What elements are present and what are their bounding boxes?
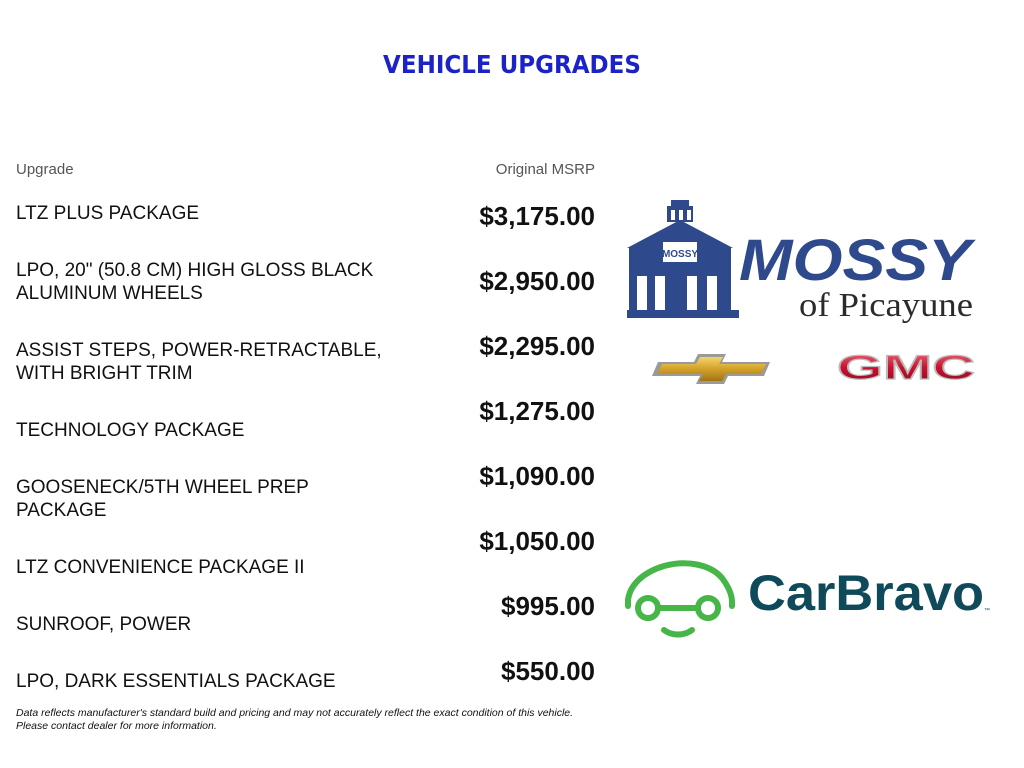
- svg-text:MOSSY: MOSSY: [661, 249, 699, 260]
- car-face-icon: [628, 563, 732, 634]
- upgrade-price: $550.00: [501, 656, 595, 686]
- upgrade-price: $2,295.00: [479, 331, 595, 361]
- page-title: VEHICLE UPGRADES: [383, 50, 641, 79]
- upgrade-name: LPO, 20" (50.8 CM) HIGH GLOSS BLACK ALUMINUM WHEELS: [16, 260, 374, 304]
- svg-text:GMC: GMC: [837, 352, 975, 384]
- upgrade-name: LTZ CONVENIENCE PACKAGE II: [16, 557, 305, 578]
- mossy-wordmark: MOSSY: [739, 228, 977, 293]
- mossy-dealer-logo: [627, 198, 977, 330]
- gmc-logo: [835, 352, 977, 384]
- upgrade-price: $3,175.00: [479, 201, 595, 231]
- upgrade-price: $1,090.00: [479, 461, 595, 491]
- upgrade-name: GOOSENECK/5TH WHEEL PREP PACKAGE: [16, 477, 309, 521]
- disclaimer-line-2: Please contact dealer for more information.: [16, 720, 217, 732]
- carbravo-logo: [624, 558, 990, 644]
- column-header-upgrade: Upgrade: [16, 161, 74, 178]
- upgrade-name: ASSIST STEPS, POWER-RETRACTABLE, WITH BRIGHT TRIM: [16, 340, 382, 384]
- upgrade-name: LTZ PLUS PACKAGE: [16, 203, 200, 224]
- upgrade-name: LPO, DARK ESSENTIALS PACKAGE: [16, 671, 336, 692]
- upgrade-name: SUNROOF, POWER: [16, 614, 192, 635]
- upgrade-price: $1,275.00: [479, 396, 595, 426]
- upgrade-price: $2,950.00: [479, 266, 595, 296]
- upgrade-price: $995.00: [501, 591, 595, 621]
- svg-text:™: ™: [984, 608, 990, 614]
- chevrolet-logo: [652, 352, 772, 386]
- carbravo-wordmark: CarBravo: [748, 565, 984, 621]
- disclaimer: [16, 707, 616, 733]
- disclaimer-line-1: Data reflects manufacturer's standard build and pricing and may not accurately reflect the exact condition of this vehicle.: [16, 707, 574, 719]
- column-header-msrp: Original MSRP: [495, 161, 595, 178]
- upgrade-price: $1,050.00: [479, 526, 595, 556]
- picayune-text: of Picayune: [799, 287, 973, 324]
- upgrade-name: TECHNOLOGY PACKAGE: [16, 420, 245, 441]
